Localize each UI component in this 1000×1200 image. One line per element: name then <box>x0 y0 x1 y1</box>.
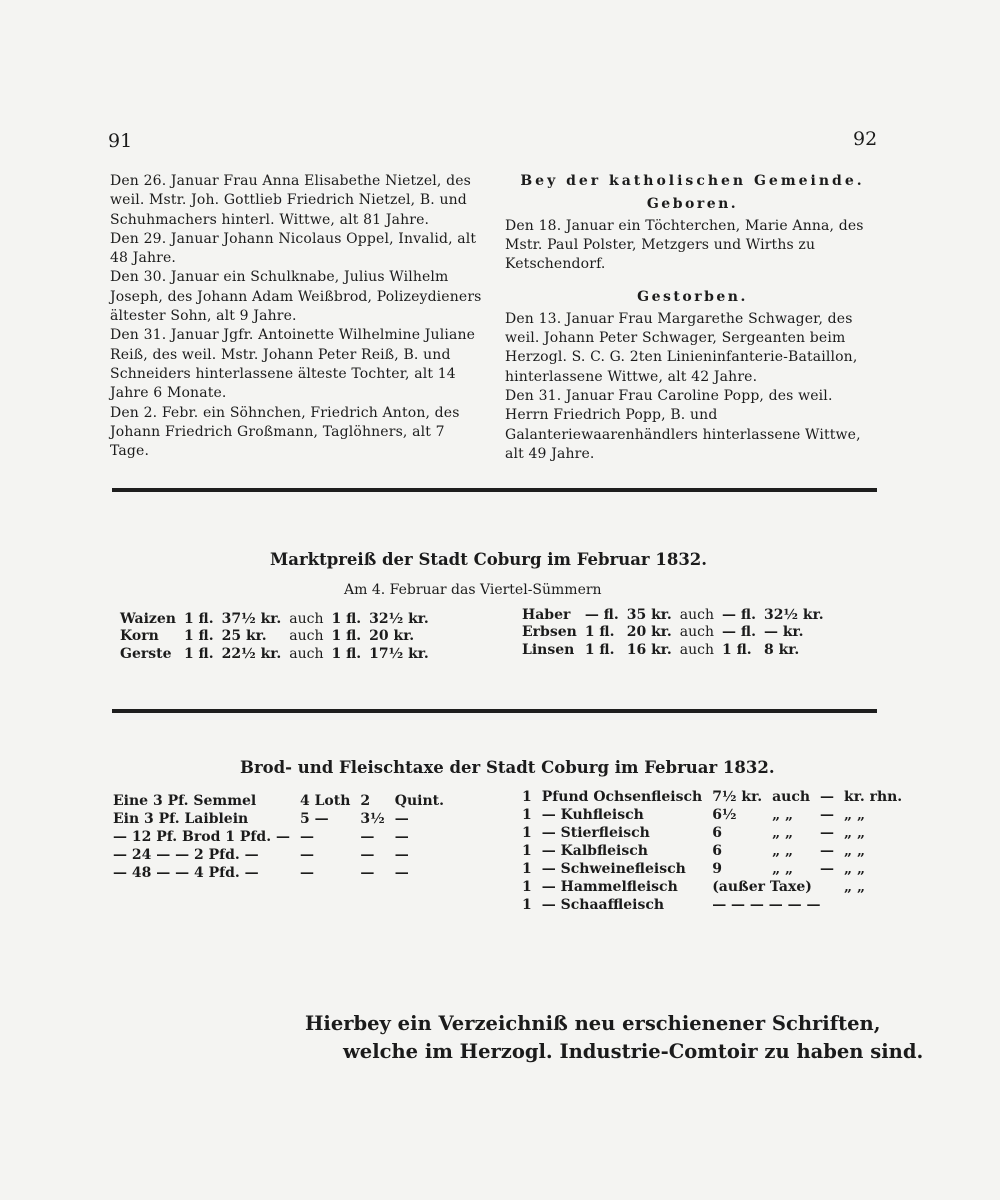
table-row: — 48 — — 4 Pfd. — — — — <box>113 865 409 881</box>
right-column-catholic <box>505 172 880 464</box>
death-entry: Den 2. Febr. ein Söhnchen, Friedrich Anton, des Johann Friedrich Großmann, Taglöhners, alt 7 Tage. <box>110 404 460 460</box>
divider-rule <box>112 709 877 713</box>
catholic-heading: Bey der katholischen Gemeinde. <box>520 173 865 189</box>
table-row: 1 Pfund Ochsenfleisch 7½ kr. auch — kr. rhn. <box>522 789 903 805</box>
table-row: Erbsen 1 fl. 20 kr. auch — fl. — kr. <box>522 624 804 641</box>
born-heading: Geboren. <box>646 196 739 213</box>
table-row: 1 — Hammelfleisch (außer Taxe) „ „ <box>522 879 866 895</box>
died-heading: Gestorben. <box>637 289 748 306</box>
table-row: Korn 1 fl. 25 kr. auch 1 fl. 20 kr. <box>120 628 415 645</box>
page-number-right: 92 <box>853 128 878 150</box>
left-column-deaths <box>110 172 485 461</box>
footer-line-1: Hierbey ein Verzeichniß neu erschienener Schriften, <box>305 1012 881 1035</box>
table-row: Eine 3 Pf. Semmel 4 Loth 2 Quint. <box>113 793 444 809</box>
marktpreis-title: Marktpreiß der Stadt Coburg im Februar 1832. <box>270 550 708 569</box>
fleisch-taxe-table <box>522 788 912 914</box>
table-row: 1 — Kalbfleisch 6 „ „ — „ „ <box>522 843 866 859</box>
table-row: 1 — Kuhfleisch 6½ „ „ — „ „ <box>522 807 866 823</box>
taxe-title: Brod- und Fleischtaxe der Stadt Coburg im Februar 1832. <box>240 758 775 777</box>
death-entry: Den 26. Januar Frau Anna Elisabethe Nietzel, des weil. Mstr. Joh. Gottlieb Friedrich Nietzel, B. und Schuhmachers hinterl. Wittwe, alt 81 Jahre. <box>110 173 471 228</box>
divider-rule <box>112 488 877 492</box>
brod-taxe-table <box>113 792 454 882</box>
death-entry: Den 31. Januar Jgfr. Antoinette Wilhelmine Juliane Reiß, des weil. Mstr. Johann Peter Reiß, B. und Schneiders hinterlassene älteste Tochter, alt 14 Jahre 6 Monate. <box>110 327 476 402</box>
page-number-left: 91 <box>108 130 133 152</box>
table-row: 1 — Stierfleisch 6 „ „ — „ „ <box>522 825 866 841</box>
birth-entry: Den 18. Januar ein Töchterchen, Marie Anna, des Mstr. Paul Polster, Metzgers und Wirths zu Ketschendorf. <box>505 217 864 273</box>
table-row: Ein 3 Pf. Laiblein 5 — 3½ — <box>113 811 409 827</box>
death-entry: Den 30. Januar ein Schulknabe, Julius Wilhelm Joseph, des Johann Adam Weißbrod, Polizeydieners ältester Sohn, alt 9 Jahre. <box>110 269 482 325</box>
marktpreis-subtitle: Am 4. Februar das Viertel-Sümmern <box>344 582 602 598</box>
table-row: — 24 — — 2 Pfd. — — — — <box>113 847 409 863</box>
table-row: — 12 Pf. Brod 1 Pfd. — — — — <box>113 829 409 845</box>
marktpreis-table-right <box>522 606 832 659</box>
table-row: Gerste 1 fl. 22½ kr. auch 1 fl. 17½ kr. <box>120 645 429 662</box>
death-entry: Den 29. Januar Johann Nicolaus Oppel, Invalid, alt 48 Jahre. <box>110 230 477 267</box>
footer-line-2: welche im Herzogl. Industrie-Comtoir zu haben sind. <box>343 1040 924 1063</box>
table-row: 1 — Schweinefleisch 9 „ „ — „ „ <box>522 861 866 877</box>
death-entry: Den 31. Januar Frau Caroline Popp, des weil. Herrn Friedrich Popp, B. und Galanteriewaarenhändlers hinterlassene Wittwe, alt 49 Jahre. <box>505 387 861 462</box>
marktpreis-table-left <box>120 610 437 663</box>
table-row: Linsen 1 fl. 16 kr. auch 1 fl. 8 kr. <box>522 641 800 658</box>
table-row: Waizen 1 fl. 37½ kr. auch 1 fl. 32½ kr. <box>120 610 429 627</box>
table-row: Haber — fl. 35 kr. auch — fl. 32½ kr. <box>522 606 824 623</box>
table-row: 1 — Schaaffleisch — — — — — — <box>522 897 821 913</box>
death-entry: Den 13. Januar Frau Margarethe Schwager, des weil. Johann Peter Schwager, Sergeanten beim Herzogl. S. C. G. 2ten Linieninfanterie-Bataillon, hinterlassene Wittwe, alt 42 Jahre. <box>505 310 858 385</box>
